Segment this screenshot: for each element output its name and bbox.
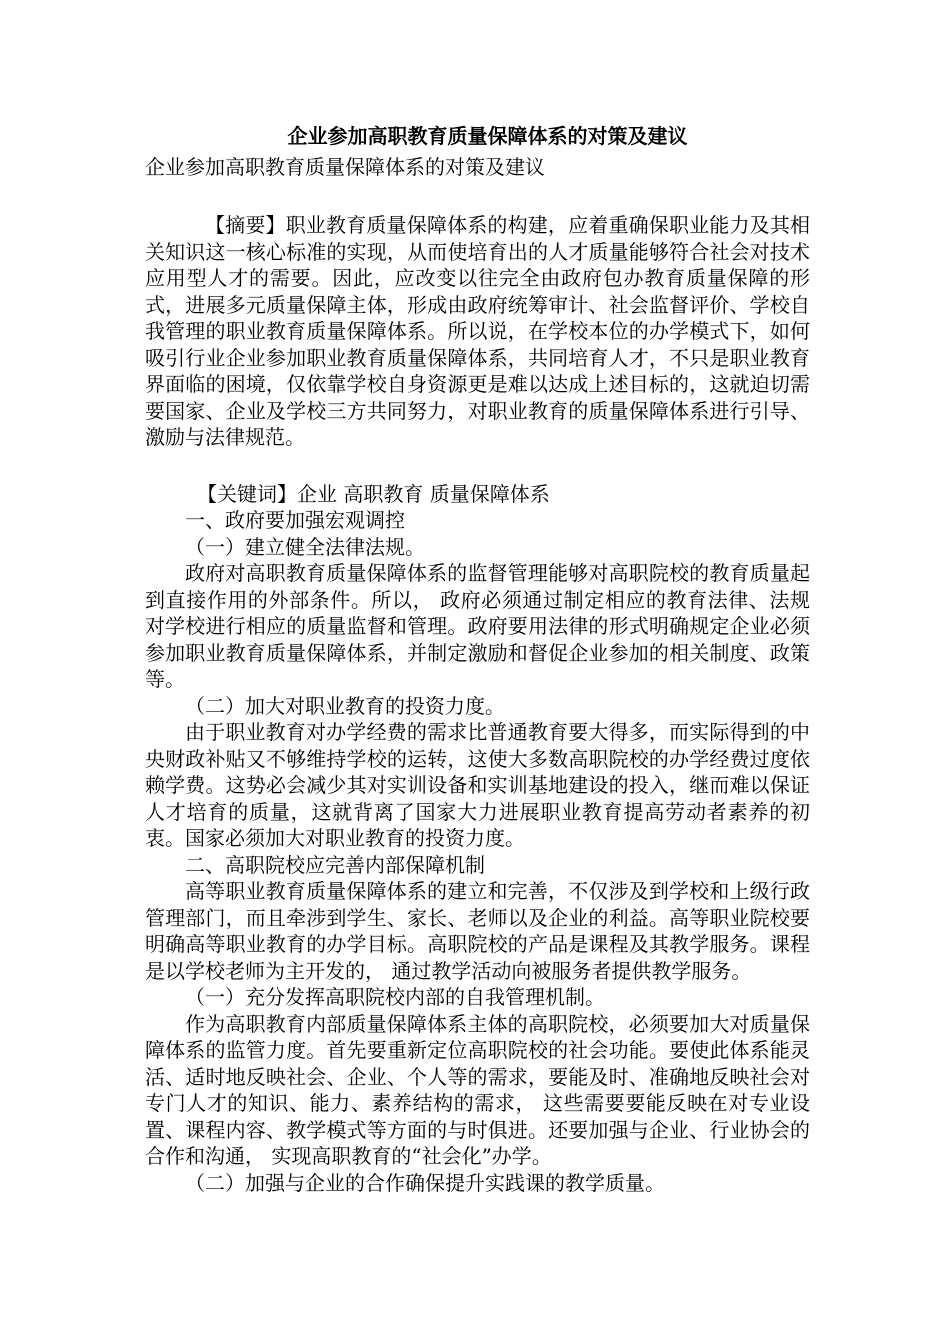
section-1-subheading-1: （一）建立健全法律法规。 bbox=[185, 534, 425, 559]
section-2-paragraph-2: 作为高职教育内部质量保障体系主体的高职院校，必须要加大对质量保障体系的监管力度。首先要重新定位高职院校的社会功能。要使此体系能灵活、适时地反映社会、企业、个人等的需求，要能及时、准确地反映社会对专门人才的知识、能力、素养结构的需求， 这些需要要能反映在对专业设置、课程内容、教学模式等方面的与时俱进。还要加强与企业、行业协会的合作和沟通， 实现高职教育的“社会化”办学。 bbox=[145, 1011, 810, 1168]
section-1-heading: 一、政府要加强宏观调控 bbox=[185, 508, 405, 532]
section-1-paragraph-1: 政府对高职教育质量保障体系的监督管理能够对高职院校的教育质量起到直接作用的外部条件。所以， 政府必须通过制定相应的教育法律、法规对学校进行相应的质量监督和管理。政府要用法律的形式明确规定企业必须参加职业教育质量保障体系，并制定激励和督促企业参加的相关制度、政策等。 bbox=[145, 561, 810, 691]
section-2-paragraph-1: 高等职业教育质量保障体系的建立和完善，不仅涉及到学校和上级行政管理部门，而且牵涉到学生、家长、老师以及企业的利益。高等职业院校要明确高等职业教育的办学目标。高职院校的产品是课程及其教学服务。课程是以学校老师为主开发的， 通过教学活动向被服务者提供教学服务。 bbox=[145, 879, 810, 983]
section-2-subheading-1: （一）充分发挥高职院校内部的自我管理机制。 bbox=[185, 985, 605, 1009]
document-title: 企业参加高职教育质量保障体系的对策及建议 bbox=[287, 124, 688, 148]
abstract-paragraph: 【摘要】职业教育质量保障体系的构建，应着重确保职业能力及其相关知识这一核心标准的实现，从而使培育出的人才质量能够符合社会对技术应用型人才的需要。因此，应改变以往完全由政府包办教育质量保障的形式，进展多元质量保障主体，形成由政府统筹审计、社会监督评价、学校自我管理的职业教育质量保障体系。所以说，在学校本位的办学模式下，如何吸引行业企业参加职业教育质量保障体系，共同培育人才，不只是职业教育界面临的困境，仅依靠学校自身资源更是难以达成上述目标的，这就迫切需要国家、企业及学校三方共同努力，对职业教育的质量保障体系进行引导、激励与法律规范。 bbox=[145, 213, 810, 449]
keywords-line: 【关键词】企业 高职教育 质量保障体系 bbox=[197, 481, 550, 506]
section-1-paragraph-2: 由于职业教育对办学经费的需求比普通教育要大得多，而实际得到的中央财政补贴又不够维持学校的运转，这使大多数高职院校的办学经费过度依赖学费。这势必会减少其对实训设备和实训基地建设的投入，继而难以保证人才培育的质量，这就背离了国家大力进展职业教育提高劳动者素养的初衷。国家必须加大对职业教育的投资力度。 bbox=[145, 720, 810, 850]
section-2-heading: 二、高职院校应完善内部保障机制 bbox=[185, 852, 485, 877]
section-1-subheading-2: （二）加大对职业教育的投资力度。 bbox=[185, 693, 505, 718]
section-2-subheading-2: （二）加强与企业的合作确保提升实践课的教学质量。 bbox=[185, 1170, 665, 1195]
document-body bbox=[145, 120, 810, 1196]
document-subtitle: 企业参加高职教育质量保障体系的对策及建议 bbox=[145, 155, 545, 179]
